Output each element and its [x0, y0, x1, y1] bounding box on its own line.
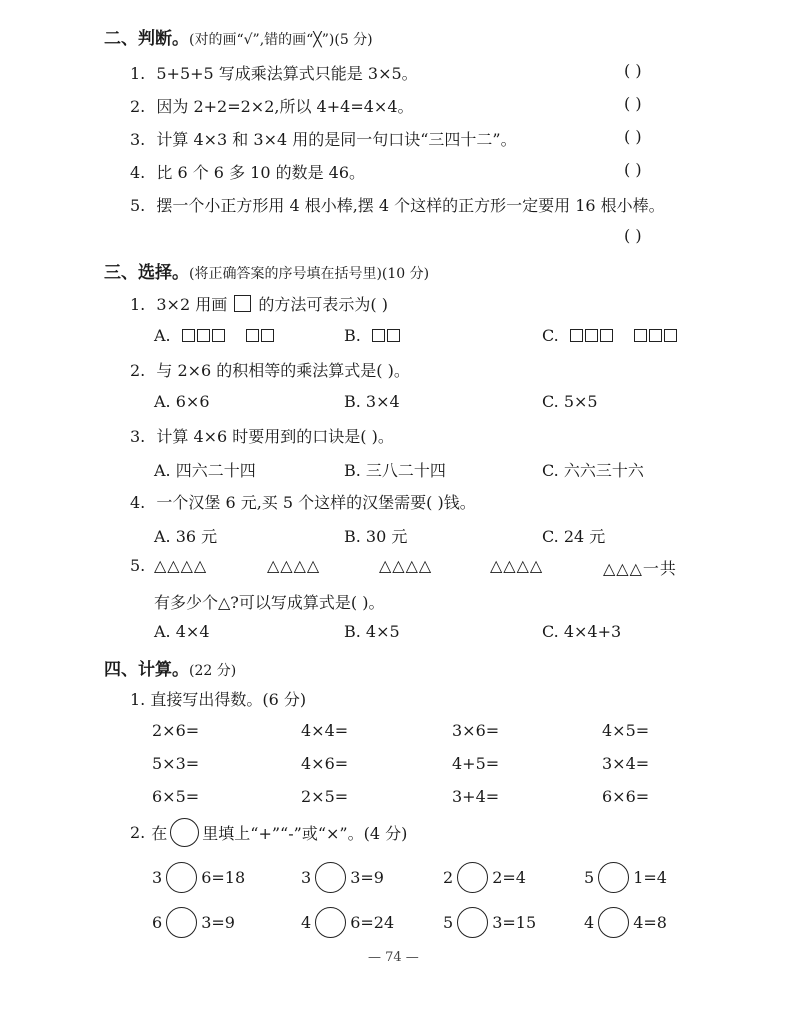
section-4-title: 四、计算。 [104, 660, 189, 680]
operand: 3=9 [350, 868, 384, 887]
question-text: 在 [151, 824, 168, 843]
section-2-title: 二、判断。 [104, 29, 189, 49]
square-icon [182, 329, 195, 342]
calc-cell[interactable]: 3+4= [452, 787, 500, 806]
section-4-header [104, 655, 236, 680]
operand: 2 [443, 868, 454, 887]
square-icon [634, 329, 647, 342]
item-number: 2. [130, 361, 146, 380]
choice-question-3 [130, 424, 394, 447]
option-a[interactable]: A. 4×4 [154, 622, 210, 641]
operand: 5 [584, 868, 595, 887]
option-b[interactable]: B. 3×4 [344, 392, 400, 411]
item-number: 1. [130, 295, 146, 314]
operand: 3=9 [201, 913, 235, 932]
item-number: 2. [130, 97, 146, 116]
item-text: 比 6 个 6 多 10 的数是 46。 [156, 163, 366, 182]
triangle-group-3: △△△△ [379, 556, 433, 575]
operator-circle[interactable] [457, 907, 488, 938]
choice-question-4 [130, 490, 476, 513]
operand: 3=15 [492, 913, 537, 932]
question-text: 3×2 用画 [156, 295, 228, 314]
square-icon [664, 329, 677, 342]
item-text: 计算 4×3 和 3×4 用的是同一句口诀“三四十二”。 [156, 130, 517, 149]
question-text: 与 2×6 的积相等的乘法算式是( )。 [156, 361, 410, 380]
option-b[interactable]: B. 4×5 [344, 622, 400, 641]
calc-cell[interactable]: 6×5= [152, 787, 200, 806]
square-icon [234, 295, 251, 312]
operator-blank-item [152, 862, 245, 893]
operand: 2=4 [492, 868, 526, 887]
operator-circle[interactable] [457, 862, 488, 893]
operand: 3 [152, 868, 163, 887]
item-text: 因为 2+2=2×2,所以 4+4=4×4。 [156, 97, 414, 116]
judge-answer-paren-2[interactable]: ( ) [624, 94, 642, 113]
judge-item-2 [130, 94, 414, 117]
calc-cell[interactable]: 3×6= [452, 721, 500, 740]
calc-cell[interactable]: 3×4= [602, 754, 650, 773]
operator-blank-item [443, 907, 536, 938]
square-group [246, 326, 276, 345]
choice-question-5-text: 有多少个△?可以写成算式是( )。 [154, 593, 385, 612]
calc-part-1-label: 1. 直接写出得数。(6 分) [130, 690, 307, 709]
operand: 6 [152, 913, 163, 932]
square-icon [585, 329, 598, 342]
operator-blank-item [301, 907, 394, 938]
section-2-header [104, 24, 373, 49]
section-2-note: (对的画“√”,错的画“╳”)(5 分) [189, 32, 373, 48]
square-icon [372, 329, 385, 342]
circle-icon [170, 818, 199, 847]
square-icon [387, 329, 400, 342]
calc-cell[interactable]: 4+5= [452, 754, 500, 773]
square-group [570, 326, 615, 345]
option-c[interactable]: C. 5×5 [542, 392, 598, 411]
item-number: 3. [130, 130, 146, 149]
item-text: 摆一个小正方形用 4 根小棒,摆 4 个这样的正方形一定要用 16 根小棒。 [156, 196, 665, 215]
operator-circle[interactable] [315, 907, 346, 938]
operand: 4 [301, 913, 312, 932]
choice-question-5-number: 5. [130, 556, 146, 575]
triangle-group-1: △△△△ [154, 556, 208, 575]
triangle-group-2: △△△△ [267, 556, 321, 575]
operand: 1=4 [633, 868, 667, 887]
judge-item-3 [130, 127, 517, 150]
operator-blank-item [301, 862, 384, 893]
square-icon [649, 329, 662, 342]
option-c[interactable]: C. 24 元 [542, 527, 606, 546]
calc-cell[interactable]: 5×3= [152, 754, 200, 773]
calc-cell[interactable]: 4×6= [301, 754, 349, 773]
option-a[interactable] [154, 326, 276, 345]
section-3-title: 三、选择。 [104, 263, 189, 283]
question-text: 里填上“+”“-”或“×”。(4 分) [202, 824, 408, 843]
section-3-header [104, 258, 429, 283]
question-text: 一个汉堡 6 元,买 5 个这样的汉堡需要( )钱。 [156, 493, 476, 512]
item-number: 4. [130, 493, 146, 512]
option-c[interactable] [542, 326, 679, 345]
choice-question-1 [130, 292, 388, 315]
item-text: 5+5+5 写成乘法算式只能是 3×5。 [156, 64, 418, 83]
square-group [182, 326, 227, 345]
operand: 4=8 [633, 913, 667, 932]
square-group [634, 326, 679, 345]
square-icon [197, 329, 210, 342]
question-text: 的方法可表示为( ) [258, 295, 388, 314]
judge-item-5 [130, 193, 665, 216]
square-icon [570, 329, 583, 342]
option-label: C. [542, 326, 559, 345]
calc-cell[interactable]: 6×6= [602, 787, 650, 806]
item-number: 4. [130, 163, 146, 182]
option-a[interactable]: A. 36 元 [154, 527, 218, 546]
triangle-group-4: △△△△ [490, 556, 544, 575]
item-number: 5. [130, 196, 146, 215]
operand: 4 [584, 913, 595, 932]
triangle-group-5: △△△一共 [603, 559, 677, 578]
choice-question-2 [130, 358, 410, 381]
operator-blank-item [443, 862, 526, 893]
operand: 3 [301, 868, 312, 887]
calc-cell[interactable]: 2×6= [152, 721, 200, 740]
question-text: 计算 4×6 时要用到的口诀是( )。 [156, 427, 394, 446]
operator-circle[interactable] [166, 862, 197, 893]
section-3-note: (将正确答案的序号填在括号里)(10 分) [189, 266, 430, 282]
option-c[interactable]: C. 六六三十六 [542, 461, 644, 480]
judge-item-1 [130, 61, 418, 84]
operator-blank-item [584, 907, 667, 938]
calc-part-2-label [130, 818, 407, 847]
operator-circle[interactable] [315, 862, 346, 893]
judge-answer-paren-3[interactable]: ( ) [624, 127, 642, 146]
item-number: 1. [130, 64, 146, 83]
calc-cell[interactable]: 4×4= [301, 721, 349, 740]
item-number: 3. [130, 427, 146, 446]
option-b[interactable] [344, 326, 402, 345]
square-icon [246, 329, 259, 342]
square-icon [212, 329, 225, 342]
option-b[interactable]: B. 30 元 [344, 527, 408, 546]
option-c[interactable]: C. 4×4+3 [542, 622, 622, 641]
square-group [372, 326, 402, 345]
option-b[interactable]: B. 三八二十四 [344, 461, 446, 480]
square-icon [600, 329, 613, 342]
judge-answer-paren-1[interactable]: ( ) [624, 61, 642, 80]
operator-circle[interactable] [166, 907, 197, 938]
operator-blank-item [152, 907, 235, 938]
operator-circle[interactable] [598, 907, 629, 938]
option-label: A. [154, 326, 171, 345]
section-4-note: (22 分) [189, 663, 237, 679]
operator-blank-item [584, 862, 667, 893]
option-label: B. [344, 326, 361, 345]
page-number: — 74 — [368, 950, 419, 965]
option-a[interactable]: A. 四六二十四 [154, 461, 256, 480]
item-number: 2. [130, 823, 146, 842]
operator-circle[interactable] [598, 862, 629, 893]
calc-cell[interactable]: 2×5= [301, 787, 349, 806]
operand: 5 [443, 913, 454, 932]
option-a[interactable]: A. 6×6 [154, 392, 210, 411]
square-icon [261, 329, 274, 342]
judge-answer-paren-4[interactable]: ( ) [624, 160, 642, 179]
operand: 6=18 [201, 868, 246, 887]
judge-answer-paren-5[interactable]: ( ) [624, 226, 642, 245]
judge-item-4 [130, 160, 365, 183]
calc-cell[interactable]: 4×5= [602, 721, 650, 740]
operand: 6=24 [350, 913, 395, 932]
